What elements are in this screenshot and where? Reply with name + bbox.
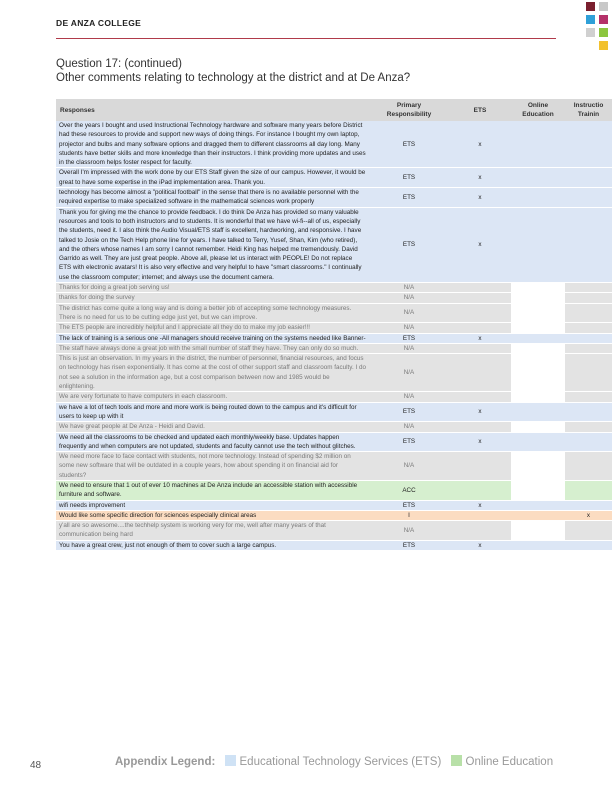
- table-row: [56, 432, 612, 452]
- response-text: Over the years I bought and used Instructional Technology hardware and software many years before District had these resources to provide and support new ways of doing things. For instance I bought my own laptop, projector and bulbs and many software options and dragged them to different classrooms all day long. Many students have better skills and more knowledge than their instructors. I think providing more updates and uses in the classroom helps foster respect for faculty.: [56, 121, 369, 168]
- table-row: [56, 323, 612, 333]
- primary-responsibility-cell: I: [369, 510, 449, 520]
- table-row: [56, 480, 612, 500]
- instructional-training-cell: [565, 293, 612, 303]
- ets-column-header: ETS: [449, 99, 511, 121]
- instructional-training-cell: [565, 500, 612, 510]
- instructional-training-cell: [565, 188, 612, 208]
- online-education-cell: [511, 207, 565, 282]
- response-text: The lack of training is a serious one -All managers should receive training on the systems needed like Banner-: [56, 333, 369, 343]
- response-text: We need to ensure that 1 out of ever 10 machines at De Anza include an accessible station with accessible furniture and software.: [56, 480, 369, 500]
- primary-responsibility-cell: N/A: [369, 452, 449, 481]
- primary-responsibility-cell: N/A: [369, 283, 449, 293]
- legend-ets-text: Educational Technology Services (ETS): [239, 756, 442, 768]
- ets-cell: [449, 283, 511, 293]
- table-row: [56, 293, 612, 303]
- response-text: We are very fortunate to have computers in each classroom.: [56, 392, 369, 402]
- online-education-cell: [511, 343, 565, 353]
- response-text: Would like some specific direction for sciences especially clinical areas: [56, 510, 369, 520]
- response-text: We need more face to face contact with students, not more technology. Instead of spending $2 million on some new software that will be outdated in a couple years, how about spending it on financial aid for students?: [56, 452, 369, 481]
- ets-cell: [449, 452, 511, 481]
- online-education-cell: [511, 188, 565, 208]
- table-row: [56, 121, 612, 168]
- online-education-cell: [511, 323, 565, 333]
- online-education-cell: [511, 402, 565, 422]
- header-college-name: DE ANZA COLLEGE: [56, 18, 142, 28]
- response-text: The ETS people are incredibly helpful and I appreciate all they do to make my job easier!!!: [56, 323, 369, 333]
- header-divider: [56, 38, 556, 39]
- primary-responsibility-cell: ETS: [369, 333, 449, 343]
- instructional-training-cell: [565, 540, 612, 550]
- online-education-cell: [511, 168, 565, 188]
- instructional-training-cell: [565, 207, 612, 282]
- table-row: [56, 333, 612, 343]
- table-row: [56, 354, 612, 392]
- instructional-training-cell: [565, 323, 612, 333]
- online-education-cell: [511, 432, 565, 452]
- primary-responsibility-cell: N/A: [369, 293, 449, 303]
- response-text: thanks for doing the survey: [56, 293, 369, 303]
- instructional-training-cell: [565, 422, 612, 432]
- legend-label: Appendix Legend:: [115, 756, 216, 768]
- ets-cell: x: [449, 333, 511, 343]
- table-row: [56, 510, 612, 520]
- question-title: [56, 57, 410, 85]
- instructional-training-cell: x: [565, 510, 612, 520]
- ets-cell: [449, 303, 511, 323]
- ets-cell: [449, 510, 511, 520]
- online-education-cell: [511, 392, 565, 402]
- online-legend-swatch: [451, 755, 462, 766]
- instructional-training-cell: [565, 168, 612, 188]
- primary-responsibility-cell: N/A: [369, 323, 449, 333]
- table-row: [56, 188, 612, 208]
- online-education-cell: [511, 283, 565, 293]
- table-row: [56, 392, 612, 402]
- online-education-cell: [511, 293, 565, 303]
- online-education-cell: [511, 452, 565, 481]
- primary-responsibility-cell: ETS: [369, 500, 449, 510]
- online-education-cell: [511, 500, 565, 510]
- table-row: [56, 343, 612, 353]
- instructional-training-cell: [565, 480, 612, 500]
- ets-cell: x: [449, 432, 511, 452]
- table-row: [56, 207, 612, 282]
- response-text: The district has come quite a long way and is doing a better job of accepting some technology measures. There is no need for us to be cutting edge just yet, but we can improve.: [56, 303, 369, 323]
- primary-responsibility-cell: ETS: [369, 168, 449, 188]
- online-education-cell: [511, 303, 565, 323]
- instructional-training-cell: [565, 432, 612, 452]
- online-education-cell: [511, 540, 565, 550]
- response-text: Thanks for doing a great job serving us!: [56, 283, 369, 293]
- ets-cell: x: [449, 540, 511, 550]
- table-row: [56, 402, 612, 422]
- online-education-cell: [511, 354, 565, 392]
- table-row: [56, 540, 612, 550]
- legend-online-text: Online Education: [465, 756, 554, 768]
- primary-responsibility-cell: ETS: [369, 121, 449, 168]
- response-text: Thank you for giving me the chance to provide feedback. I do think De Anza has provided so many valuable resources and tools to both instructors and to students. It is wonderful that we have wi-fi--all of us, especially the students, need it. I also think the Audio Visual/ETS staff is excellent, hardworking, and responsive. I have talked to Josie on the Tech Help phone line for years. I have talked to Terry, Yusef, Shan, Kim (who retired), and the others whose names I am sorry I cannot remember. Heidi King has helped me tremendously. David Garrido as well. They are just great people. Above all, please let us interact with PEOPLE! Do not replace ETS with electronic avatars! It is also very effective and very helpful to have "smart classrooms." I continually use the classroom computer; internet; and always use the document camera.: [56, 207, 369, 282]
- primary-responsibility-cell: ETS: [369, 207, 449, 282]
- table-row: [56, 303, 612, 323]
- response-text: You have a great crew, just not enough of them to cover such a large campus.: [56, 540, 369, 550]
- ets-cell: [449, 422, 511, 432]
- table-row: [56, 500, 612, 510]
- response-text: This is just an observation. In my years in the district, the number of personnel, financial resources, and focus on technology has risen exponentially. It has come at the cost of other support staff and classroom faculty. I do not see a solution in the information age, but a cost comparison between now and 1985 would be enlightening.: [56, 354, 369, 392]
- response-text: We need all the classrooms to be checked and updated each monthly/weekly base. Updates happen frequently and when computers are not updated, students and faculty cannot use the tech without glitches.: [56, 432, 369, 452]
- instructional-training-cell: [565, 452, 612, 481]
- table-row: [56, 283, 612, 293]
- ets-cell: [449, 343, 511, 353]
- table-row: [56, 168, 612, 188]
- college-logo-squares: [580, 0, 612, 60]
- instructional-training-cell: [565, 283, 612, 293]
- response-text: The staff have always done a great job with the small number of staff they have. They can only do so much.: [56, 343, 369, 353]
- response-text: Overall I'm impressed with the work done by our ETS Staff given the size of our campus. However, it would be great to have some expertise in the iPad implementation area. Thank you.: [56, 168, 369, 188]
- primary-responsibility-cell: ETS: [369, 188, 449, 208]
- online-education-column-header: Online Education: [511, 99, 565, 121]
- online-education-cell: [511, 480, 565, 500]
- primary-responsibility-column-header: Primary Responsibility: [369, 99, 449, 121]
- ets-cell: x: [449, 207, 511, 282]
- question-text: Other comments relating to technology at the district and at De Anza?: [56, 72, 411, 84]
- primary-responsibility-cell: N/A: [369, 354, 449, 392]
- responses-table: [56, 99, 612, 551]
- ets-cell: x: [449, 188, 511, 208]
- ets-legend-swatch: [225, 755, 236, 766]
- primary-responsibility-cell: ETS: [369, 540, 449, 550]
- primary-responsibility-cell: ACC: [369, 480, 449, 500]
- table-row: [56, 422, 612, 432]
- appendix-legend: [115, 755, 553, 768]
- table-header-row: [56, 99, 612, 121]
- primary-responsibility-cell: N/A: [369, 422, 449, 432]
- response-text: We have great people at De Anza - Heidi and David.: [56, 422, 369, 432]
- ets-cell: x: [449, 402, 511, 422]
- response-text: y'all are so awesome....the techhelp system is working very for me, well after many years of that communication being hard: [56, 521, 369, 541]
- ets-cell: [449, 480, 511, 500]
- primary-responsibility-cell: ETS: [369, 432, 449, 452]
- responses-column-header: Responses: [56, 99, 369, 121]
- instructional-training-cell: [565, 402, 612, 422]
- primary-responsibility-cell: N/A: [369, 521, 449, 541]
- online-education-cell: [511, 422, 565, 432]
- primary-responsibility-cell: N/A: [369, 343, 449, 353]
- online-education-cell: [511, 521, 565, 541]
- instructional-training-cell: [565, 354, 612, 392]
- ets-cell: [449, 521, 511, 541]
- online-education-cell: [511, 333, 565, 343]
- ets-cell: [449, 354, 511, 392]
- instructional-training-cell: [565, 333, 612, 343]
- instructional-training-column-header: Instructio Trainin: [565, 99, 612, 121]
- table-row: [56, 521, 612, 541]
- instructional-training-cell: [565, 343, 612, 353]
- table-row: [56, 452, 612, 481]
- ets-cell: x: [449, 500, 511, 510]
- instructional-training-cell: [565, 121, 612, 168]
- page-number: 48: [30, 760, 42, 771]
- primary-responsibility-cell: ETS: [369, 402, 449, 422]
- response-text: we have a lot of tech tools and more and more work is being routed down to the campus and it's difficult for users to keep up with it: [56, 402, 369, 422]
- instructional-training-cell: [565, 392, 612, 402]
- response-text: wifi needs improvement: [56, 500, 369, 510]
- instructional-training-cell: [565, 521, 612, 541]
- response-text: technology has become almost a "political football" in the sense that there is no available personnel with the required expertise to make specialized software in the mathematical sciences work properly: [56, 188, 369, 208]
- ets-cell: [449, 293, 511, 303]
- ets-cell: x: [449, 168, 511, 188]
- online-education-cell: [511, 121, 565, 168]
- ets-cell: [449, 392, 511, 402]
- online-education-cell: [511, 510, 565, 520]
- primary-responsibility-cell: N/A: [369, 392, 449, 402]
- instructional-training-cell: [565, 303, 612, 323]
- ets-cell: [449, 323, 511, 333]
- primary-responsibility-cell: N/A: [369, 303, 449, 323]
- question-number: Question 17: (continued): [56, 58, 182, 70]
- ets-cell: x: [449, 121, 511, 168]
